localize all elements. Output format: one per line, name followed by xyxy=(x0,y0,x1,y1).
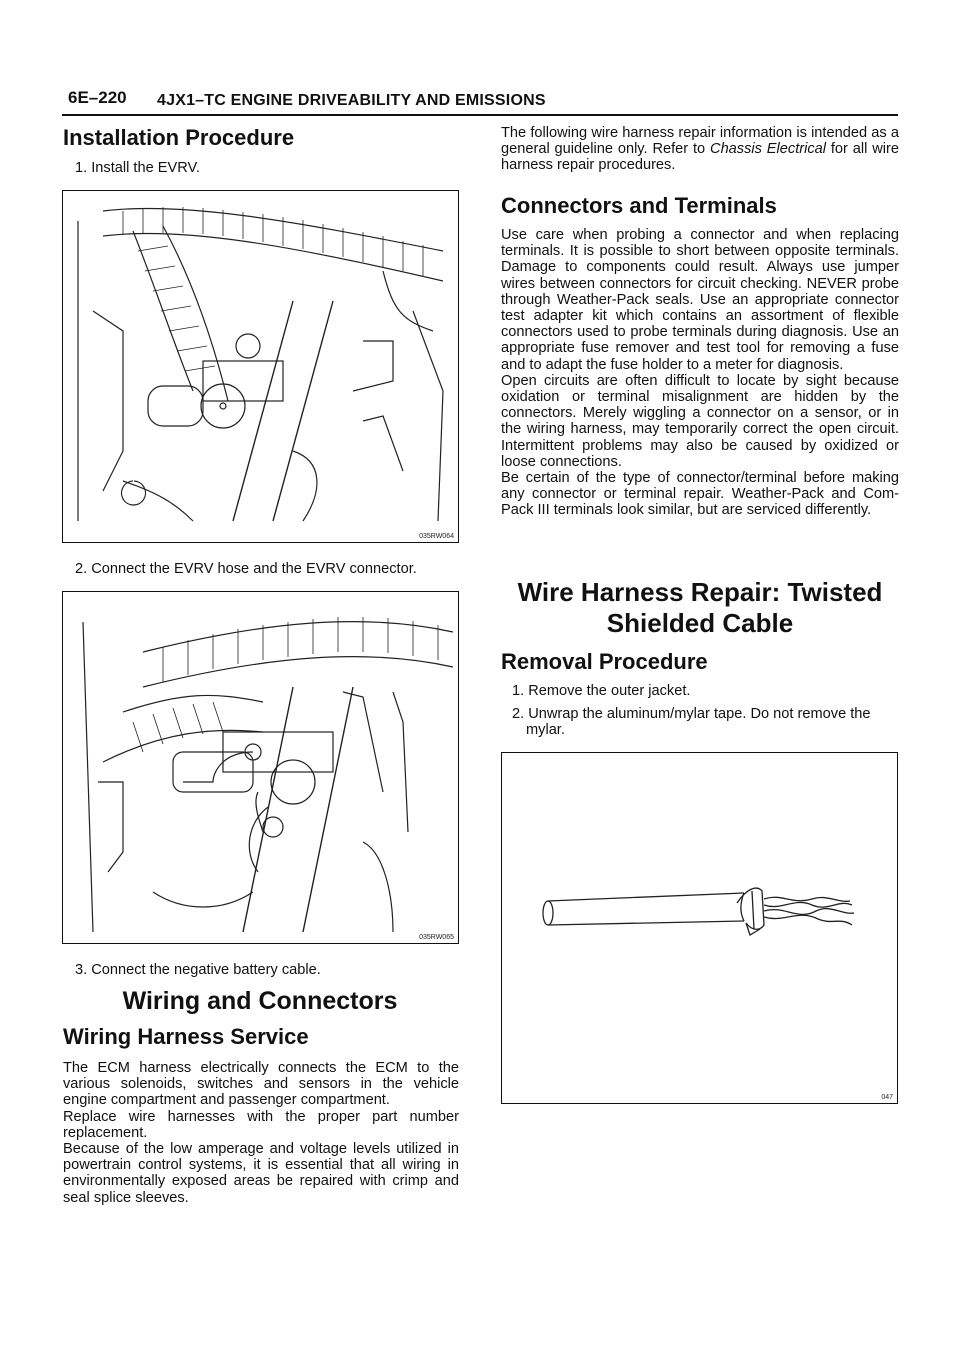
install-step-2: 2. Connect the EVRV hose and the EVRV connector. xyxy=(75,561,417,577)
figure-code: 035RW064 xyxy=(419,533,454,540)
install-step-1: 1. Install the EVRV. xyxy=(75,160,200,176)
removal-procedure-heading: Removal Procedure xyxy=(501,649,708,674)
figure-code: 047 xyxy=(881,1094,893,1101)
running-title: 4JX1–TC ENGINE DRIVEABILITY AND EMISSIONS xyxy=(157,92,546,109)
header-rule xyxy=(62,114,898,116)
engine-bay-illustration-2 xyxy=(63,592,458,932)
removal-step-2: 2. Unwrap the aluminum/mylar tape. Do not remove the mylar. xyxy=(512,706,871,739)
page-number: 6E–220 xyxy=(68,88,127,107)
figure-twisted-cable xyxy=(501,752,898,1104)
install-step-3: 3. Connect the negative battery cable. xyxy=(75,962,321,978)
intro-text-end: for all wire harness repair procedures. xyxy=(501,141,899,174)
harness-paragraph-1: The ECM harness electrically connects the ECM to the various solenoids, switches and sensors in the vehicle engine compartment and passenger compartment. xyxy=(63,1060,459,1109)
removal-step-1: 1. Remove the outer jacket. xyxy=(512,683,691,699)
chassis-electrical-reference: Chassis Electrical xyxy=(710,141,827,158)
engine-bay-illustration-1 xyxy=(63,191,458,531)
figure-evrv-hose-connector xyxy=(62,591,459,944)
harness-paragraph-2: Replace wire harnesses with the proper part number replacement. xyxy=(63,1108,459,1141)
intro-text: The following wire harness repair information is intended as a general guideline only. Refer to xyxy=(501,125,899,158)
connectors-terminals-heading: Connectors and Terminals xyxy=(501,193,777,218)
connectors-paragraph-1: Use care when probing a connector and when replacing terminals. It is possible to short between opposite terminals. Damage to components could result. Always use jumper wires between connectors for circuit checking. NEVER probe through Weather-Pack seals. Use an appropriate connector test adapter kit which contains an assortment of flexible connectors used to probe terminals during diagnosis. Use an appropriate fuse remover and test tool for removing a fuse and to adapt the fuse holder to a meter for diagnosis. xyxy=(501,227,899,373)
connectors-paragraph-2: Open circuits are often difficult to locate by sight because oxidation or terminal misalignment are hidden by the connectors. Merely wiggling a connector on a sensor, or in the wiring harness, may temporarily correct the open circuit. Intermittent problems may also be caused by oxidized or loose connections. xyxy=(501,372,899,470)
harness-intro-paragraph xyxy=(501,125,899,174)
harness-paragraph-3: Because of the low amperage and voltage levels utilized in powertrain control systems, it is essential that all wiring in environmentally exposed areas be repaired with crimp and seal splice sleeves. xyxy=(63,1141,459,1206)
harness-service-heading: Wiring Harness Service xyxy=(63,1024,309,1049)
shielded-cable-illustration xyxy=(502,753,897,1093)
installation-heading: Installation Procedure xyxy=(63,125,295,150)
figure-code: 035RW065 xyxy=(419,934,454,941)
twisted-shielded-heading: Wire Harness Repair: Twisted Shielded Cable xyxy=(517,577,883,638)
wiring-connectors-heading: Wiring and Connectors xyxy=(122,987,398,1015)
connectors-paragraph-3: Be certain of the type of connector/terminal before making any connector or terminal repair. Weather-Pack and Com-Pack III terminals look similar, but are serviced differently. xyxy=(501,470,899,519)
harness-service-text xyxy=(63,1060,459,1206)
figure-evrv-install xyxy=(62,190,459,543)
connectors-text xyxy=(501,227,899,519)
